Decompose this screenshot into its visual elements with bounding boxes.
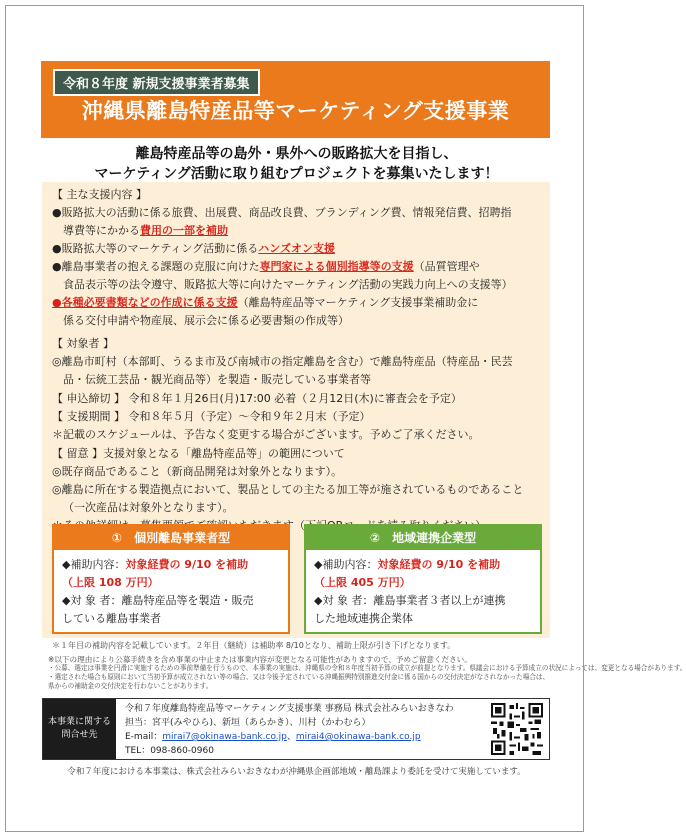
target-line-1: ◎離島市町村（本部町、うるま市及び南城市の指定離島を含む）で離島特産品（特産品・民芸	[52, 355, 513, 368]
highlight-subsidy: 費用の一部を補助	[140, 224, 228, 237]
title-banner	[41, 61, 550, 138]
contact-label: 本事業に関する 問合せ先	[43, 699, 116, 759]
highlight-expert: 専門家による個別指導等の支援	[259, 260, 414, 273]
type1-subsidy: ◆補助内容：対象経費の 9/10 を補助	[62, 558, 249, 571]
target-line-2: 品・伝統工芸品・観光商品等）を製造・販売している事業者等	[63, 373, 371, 386]
box-note: ＊１年目の補助内容を記載しています。２年目（継続）は補助率 8/10となり、補助上限が引き下げとなります。	[52, 641, 456, 650]
email-link-2[interactable]: mirai4@okinawa-bank.co.jp	[295, 732, 421, 742]
type1-box	[52, 524, 290, 634]
type1-target: ◆対 象 者：離島特産品等を製造・販売	[62, 594, 254, 607]
contact-box	[42, 698, 550, 760]
support-section	[52, 186, 550, 330]
type2-subsidy: ◆補助内容：対象経費の 9/10 を補助	[314, 558, 501, 571]
fine-print-4: 県からの補助金の交付決定を行わないことがあります。	[48, 682, 213, 690]
support-heading: 【 主な支援内容 】	[52, 188, 147, 201]
type1-title: ① 個別離島事業者型	[54, 526, 288, 550]
type1-target-cont: している離島事業者	[62, 612, 161, 625]
lead-line-1: 離島特産品等の島外・県外への販路拡大を目指し、	[135, 146, 458, 162]
notice-section	[52, 445, 550, 535]
support-item-2: ●販路拡大等のマーケティング活動に係るハンズオン支援	[52, 242, 335, 255]
contact-emails: E-mail：mirai7@okinawa-bank.co.jp、mirai4@okinawa-bank.co.jp	[125, 732, 421, 742]
highlight-documents: ●各種必要書類などの作成に係る支援	[52, 296, 238, 309]
page-title: 沖縄県離島特産品等マーケティング支援事業	[81, 99, 510, 123]
type2-cap: （上限 405 万円）	[314, 576, 411, 589]
notice-line-2: ◎既存商品であること（新商品開発は対象外となります）。	[52, 465, 343, 478]
type2-title: ② 地域連携企業型	[306, 526, 540, 550]
highlight-handson: ハンズオン支援	[258, 242, 335, 255]
lead-line-2: マーケティング活動に取り組むプロジェクトを募集いたします！	[94, 166, 499, 182]
type2-box	[304, 524, 542, 634]
support-period: 【 支援期間 】 令和８年５月（予定）～令和９年２月末（予定）	[52, 410, 371, 423]
notice-heading: 【 留意 】支援対象となる「離島特産品等」の範囲について	[52, 447, 345, 460]
contact-tel: TEL：098-860-0960	[125, 746, 214, 756]
fine-print-2: ・公募、選定は事業を円滑に実施するための事前準備を行うもので、本事業の実施は、沖縄県の令和８年度当初予算の成立が前提となります。県議会における予算成立の状況によっては、変更となる場合があります。	[48, 664, 686, 672]
recruitment-badge: 令和８年度 新規支援事業者募集	[53, 69, 260, 96]
email-link-1[interactable]: mirai7@okinawa-bank.co.jp	[162, 732, 287, 742]
fine-print	[48, 655, 686, 691]
target-heading: 【 対象者 】	[52, 337, 114, 350]
schedule-note: ＊記載のスケジュールは、予告なく変更する場合がございます。予めご了承ください。	[52, 428, 480, 441]
contact-info	[125, 702, 454, 758]
type2-target: ◆対 象 者：離島事業者３者以上が連携	[314, 594, 506, 607]
contact-persons: 担当：宮平(みやひら)、新垣（あらかき）、川村（かわむら）	[125, 718, 371, 728]
type2-target-cont: した地域連携企業体	[314, 612, 413, 625]
type1-cap: （上限 108 万円）	[62, 576, 159, 589]
support-item-3-cont: 食品表示等の法令遵守、販路拡大等に向けたマーケティング活動の実践力向上への支援等）	[63, 278, 513, 291]
support-item-1-cont: 導費等にかかる費用の一部を補助	[63, 224, 228, 237]
support-item-4: ●各種必要書類などの作成に係る支援（離島特産品等マーケティング支援事業補助金に	[52, 296, 479, 309]
fine-print-1: ※以下の理由により公募手続きを含め事業の中止または事業内容が変更となる可能性がありますので、予めご留意ください。	[48, 655, 472, 664]
qr-code-icon[interactable]	[491, 703, 543, 755]
office-name: 令和７年度離島特産品等マーケティング支援事業 事務局 株式会社みらいおきなわ	[125, 704, 454, 714]
support-item-3: ●離島事業者の抱える課題の克服に向けた専門家による個別指導等の支援（品質管理や	[52, 260, 480, 273]
footer-note: 令和７年度における本事業は、株式会社みらいおきなわが沖縄県企画部地域・離島課より委託を受けて実施しています。	[67, 767, 526, 777]
support-item-1: ●販路拡大の活動に係る旅費、出展費、商品改良費、ブランディング費、情報発信費、招聘指	[52, 206, 512, 219]
support-item-4-cont: 係る交付申請や物産展、展示会に係る必要書類の作成等）	[63, 314, 349, 327]
notice-line-3: ◎離島に所在する製造拠点において、製品としての主たる加工等が施されているものであること	[52, 483, 524, 496]
notice-line-4: （一次産品は対象外となります）。	[63, 501, 234, 514]
schedule-section	[52, 390, 550, 444]
target-section	[52, 335, 550, 389]
deadline: 【 申込締切 】 令和８年１月26日(月)17:00 必着（２月12日(木)に審査会を予定）	[52, 392, 462, 405]
fine-print-3: ・選定された場合も原則において当初予算が成立されない等の場合、又は今後予定されている沖縄振興特別推進交付金に係る国からの交付決定がなされなかった場合は、	[48, 673, 550, 681]
